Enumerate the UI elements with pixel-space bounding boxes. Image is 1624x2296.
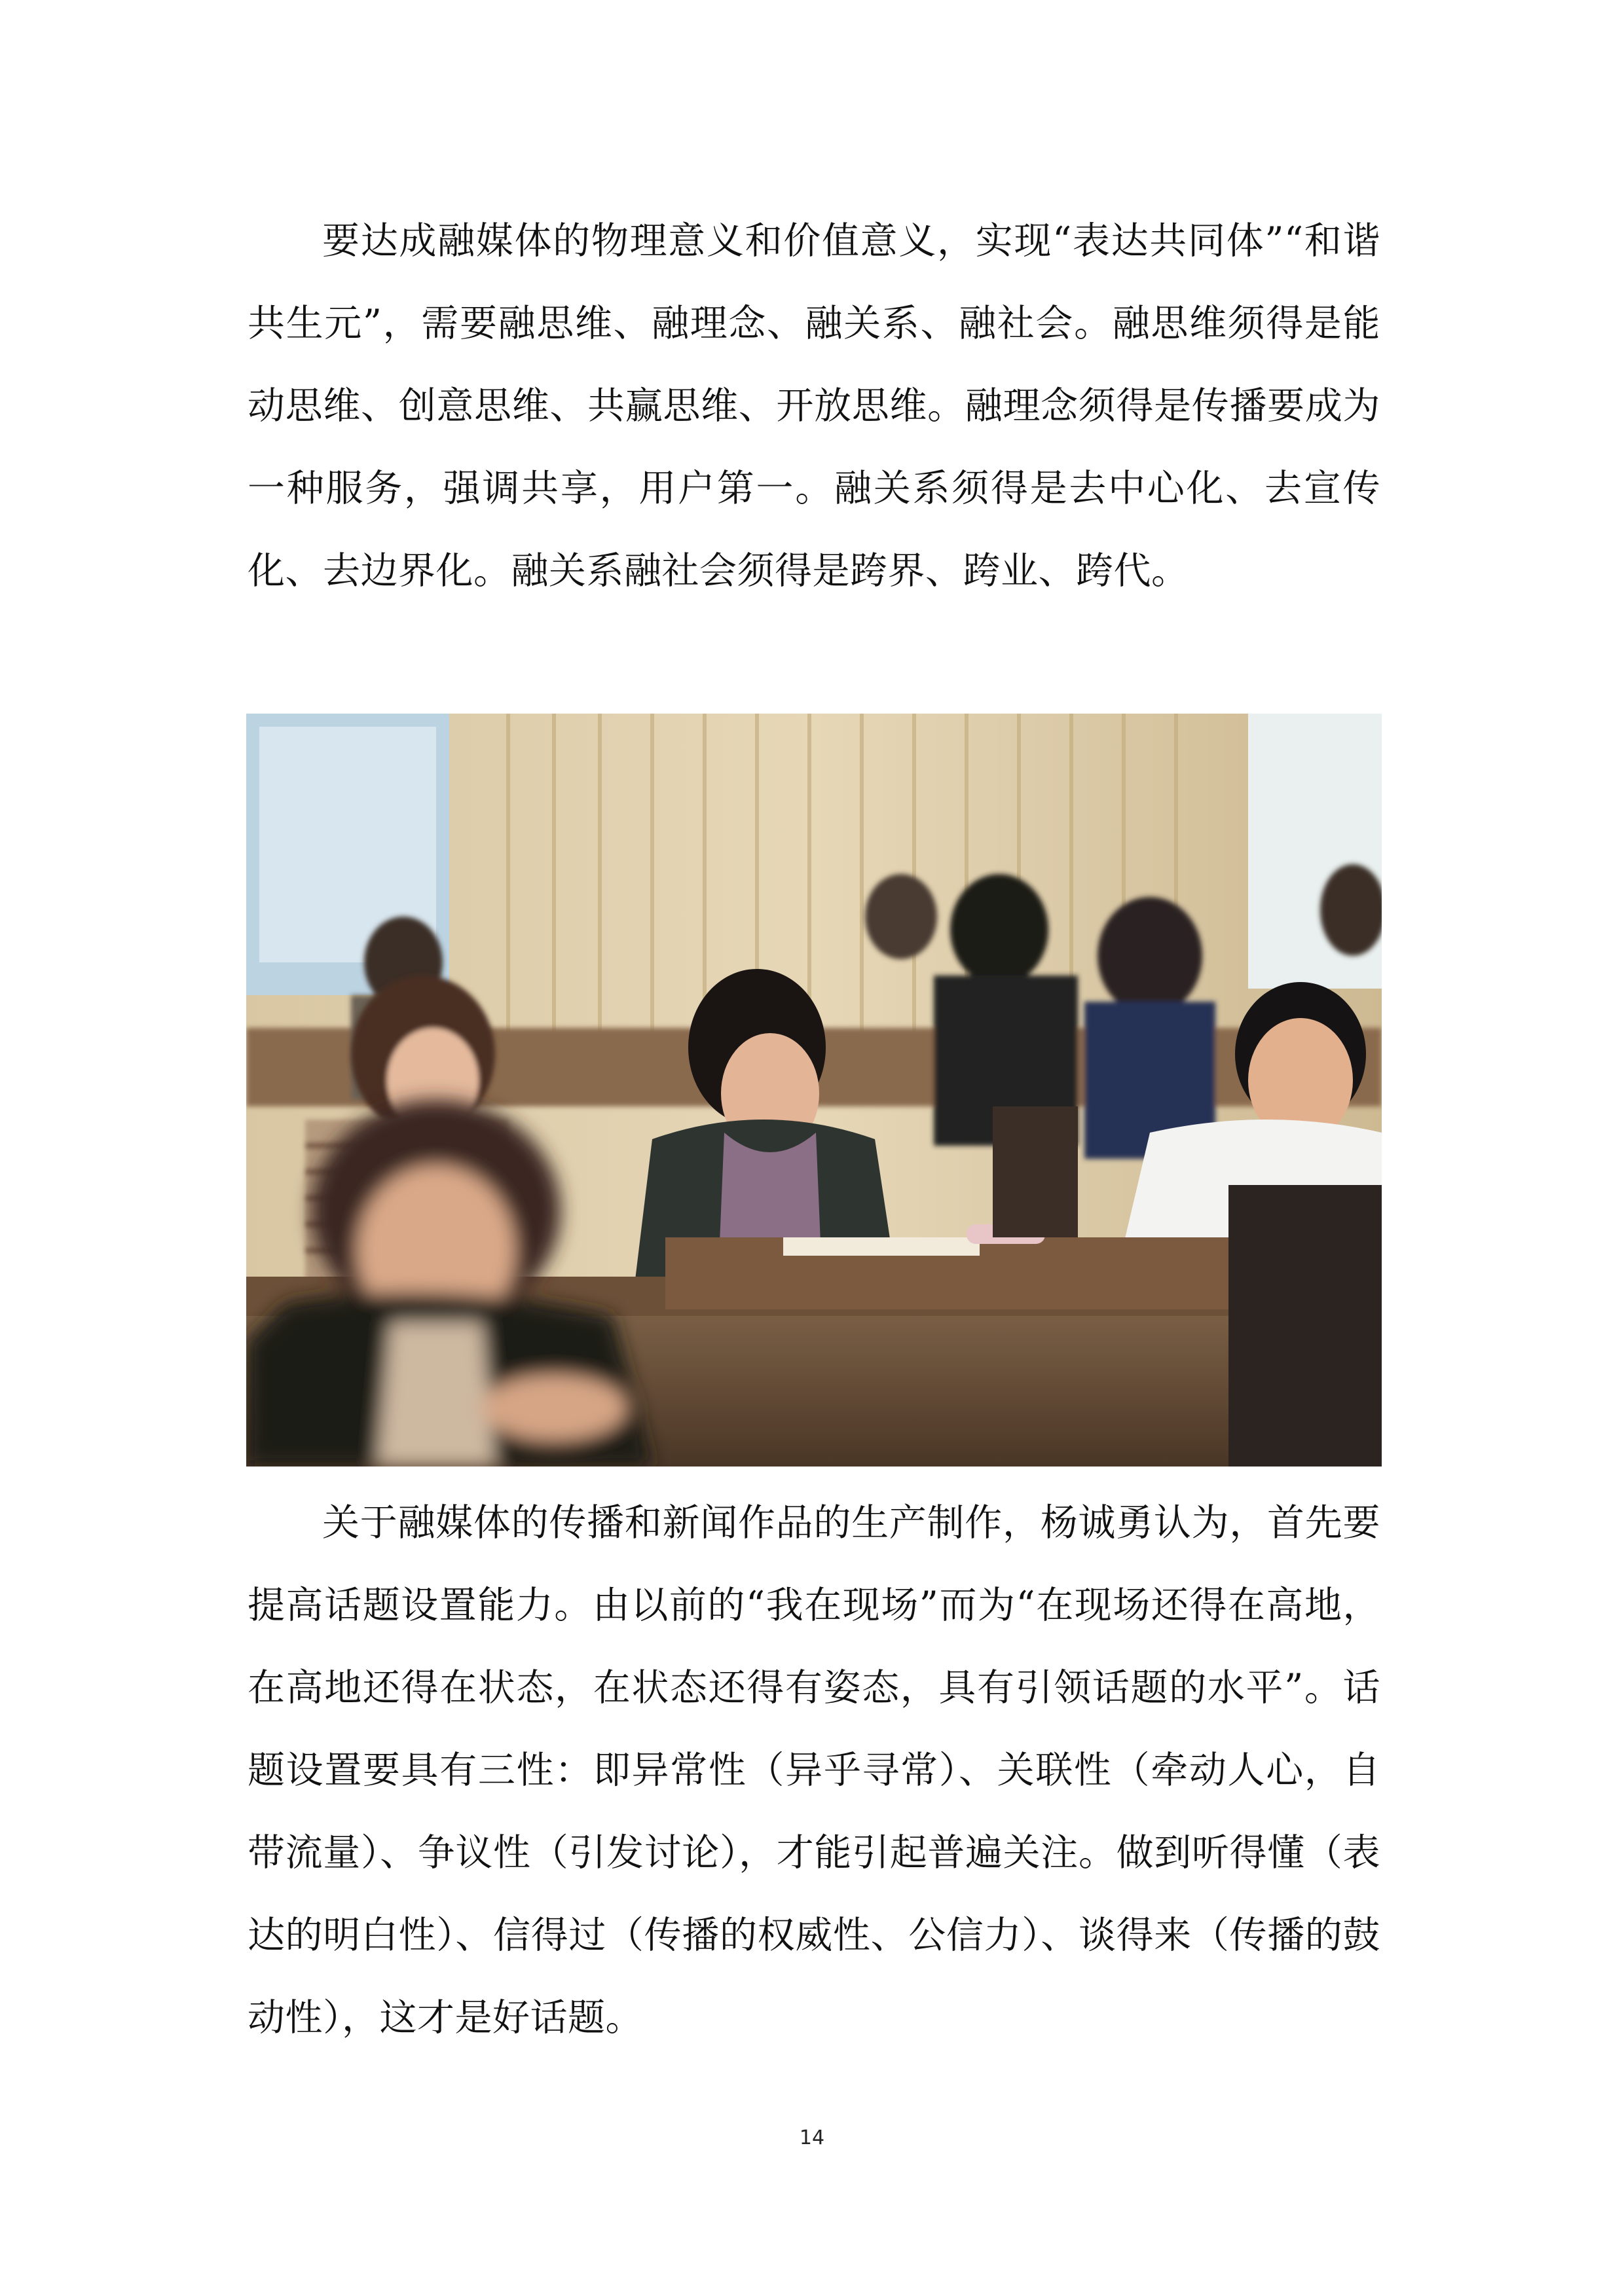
- paragraph-2: 关于融媒体的传播和新闻作品的生产制作，杨诚勇认为，首先要提高话题设置能力。由以前的“我在现场”而为“在现场还得在高地，在高地还得在状态，在状态还得有姿态，具有引领话题的水平”。话题设置要具有三性：即异常性（异乎寻常）、关联性（牵动人心，自带流量）、争议性（引发讨论），才能引起普遍关注。做到听得懂（表达的明白性）、信得过（传播的权威性、公信力）、谈得来（传播的鼓动性），这才是好话题。: [248, 1501, 1380, 2039]
- paragraph-1: 要达成融媒体的物理意义和价值意义，实现“表达共同体”“和谐共生元”，需要融思维、融理念、融关系、融社会。融思维须得是能动思维、创意思维、共赢思维、开放思维。融理念须得是传播要成为一种服务，强调共享，用户第一。融关系须得是去中心化、去宣传化、去边界化。融关系融社会须得是跨界、跨业、跨代。: [248, 219, 1380, 592]
- page-number: 14: [799, 2126, 825, 2149]
- classroom-photo: [246, 714, 1382, 1467]
